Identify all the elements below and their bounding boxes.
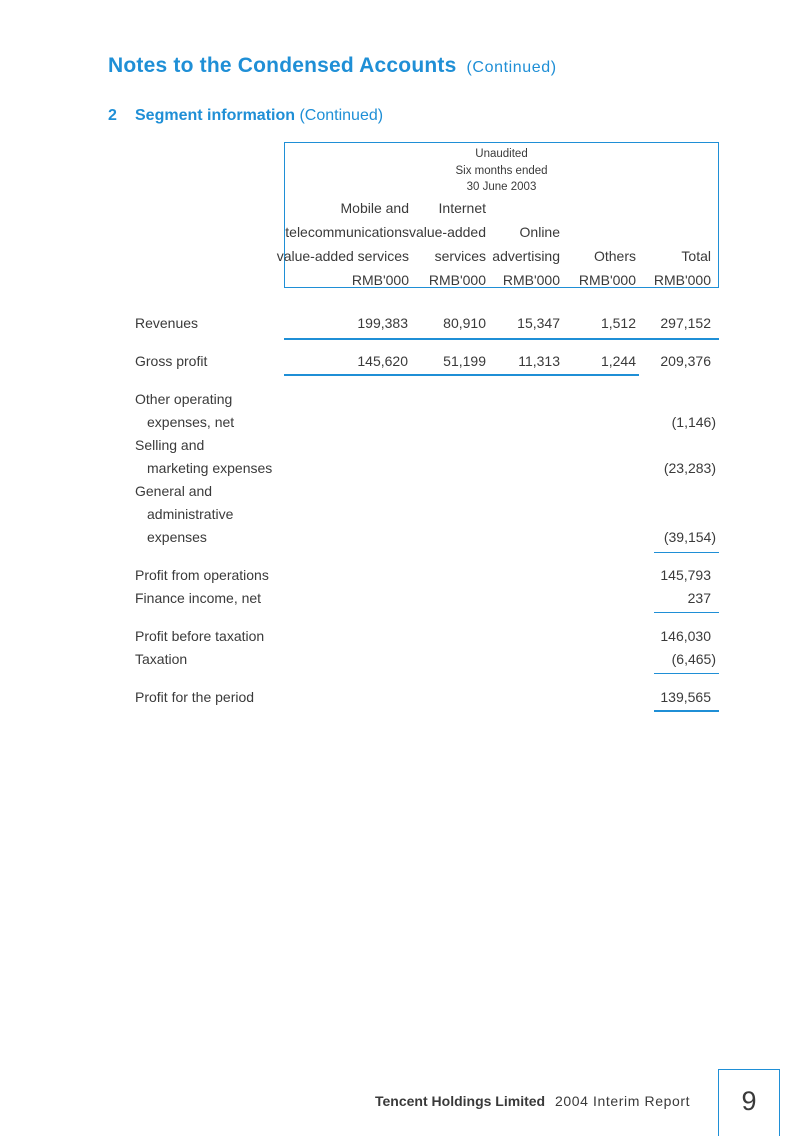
title-suffix: (Continued) <box>466 59 557 76</box>
row-label-selling-2: marketing expenses <box>147 460 273 476</box>
period-line-2: Six months ended <box>455 165 548 177</box>
revenues-others: 1,512 <box>600 315 636 331</box>
period-line-1: Unaudited <box>475 148 528 160</box>
profit-before-tax-total: 146,030 <box>660 628 711 644</box>
section-suffix: (Continued) <box>299 107 384 124</box>
section-title: Segment information <box>135 107 296 124</box>
profit-period-underline <box>654 710 719 712</box>
taxation-total: (6,465) <box>671 651 716 667</box>
row-label-revenues: Revenues <box>135 315 199 331</box>
section-number: 2 <box>108 107 117 124</box>
profit-period-total: 139,565 <box>660 689 711 705</box>
title-text: Notes to the Condensed Accounts <box>108 54 457 77</box>
col-header-others: Others RMB'000 <box>578 248 636 288</box>
gross-profit-online: 11,313 <box>518 353 560 369</box>
row-label-profit-before-tax: Profit before taxation <box>135 628 265 644</box>
page-number: 9 <box>718 1069 780 1136</box>
period-line-3: 30 June 2003 <box>466 181 537 193</box>
col-header-internet: Internet value-added services RMB'000 <box>408 200 486 288</box>
gross-profit-others: 1,244 <box>600 353 636 369</box>
row-label-general-1: General and <box>135 483 213 499</box>
revenues-online: 15,347 <box>517 315 560 331</box>
gross-profit-underline <box>284 374 639 376</box>
expenses-underline <box>654 552 719 553</box>
row-label-taxation: Taxation <box>135 651 188 667</box>
profit-operations-total: 145,793 <box>660 567 711 583</box>
col-header-online: Online advertising RMB'000 <box>492 224 560 288</box>
section-heading <box>108 107 383 125</box>
row-label-other-operating-1: Other operating <box>135 391 233 407</box>
page-title <box>108 54 557 78</box>
gross-profit-mobile: 145,620 <box>357 353 408 369</box>
row-label-other-operating-2: expenses, net <box>147 414 235 430</box>
finance-underline <box>654 612 719 613</box>
row-label-profit-operations: Profit from operations <box>135 567 269 583</box>
finance-income-total: 237 <box>687 590 711 606</box>
row-label-profit-period: Profit for the period <box>135 689 255 705</box>
row-label-general-2: administrative <box>147 506 234 522</box>
footer-report: 2004 Interim Report <box>554 1093 691 1109</box>
general-total: (39,154) <box>663 529 716 545</box>
row-label-gross-profit: Gross profit <box>135 353 208 369</box>
footer <box>375 1093 690 1109</box>
taxation-underline <box>654 673 719 674</box>
footer-company: Tencent Holdings Limited <box>375 1093 546 1109</box>
row-label-general-3: expenses <box>147 529 207 545</box>
selling-total: (23,283) <box>663 460 716 476</box>
row-label-finance-income: Finance income, net <box>135 590 262 606</box>
row-label-selling-1: Selling and <box>135 437 205 453</box>
col-header-total: Total RMB'000 <box>653 248 711 288</box>
revenues-internet: 80,910 <box>443 315 486 331</box>
other-operating-total: (1,146) <box>671 414 716 430</box>
revenues-mobile: 199,383 <box>357 315 408 331</box>
revenues-total: 297,152 <box>660 315 711 331</box>
revenues-underline <box>284 338 719 340</box>
gross-profit-total: 209,376 <box>660 353 711 369</box>
gross-profit-internet: 51,199 <box>443 353 486 369</box>
col-header-mobile: Mobile and telecommunications value-added services RMB'000 <box>276 200 409 288</box>
